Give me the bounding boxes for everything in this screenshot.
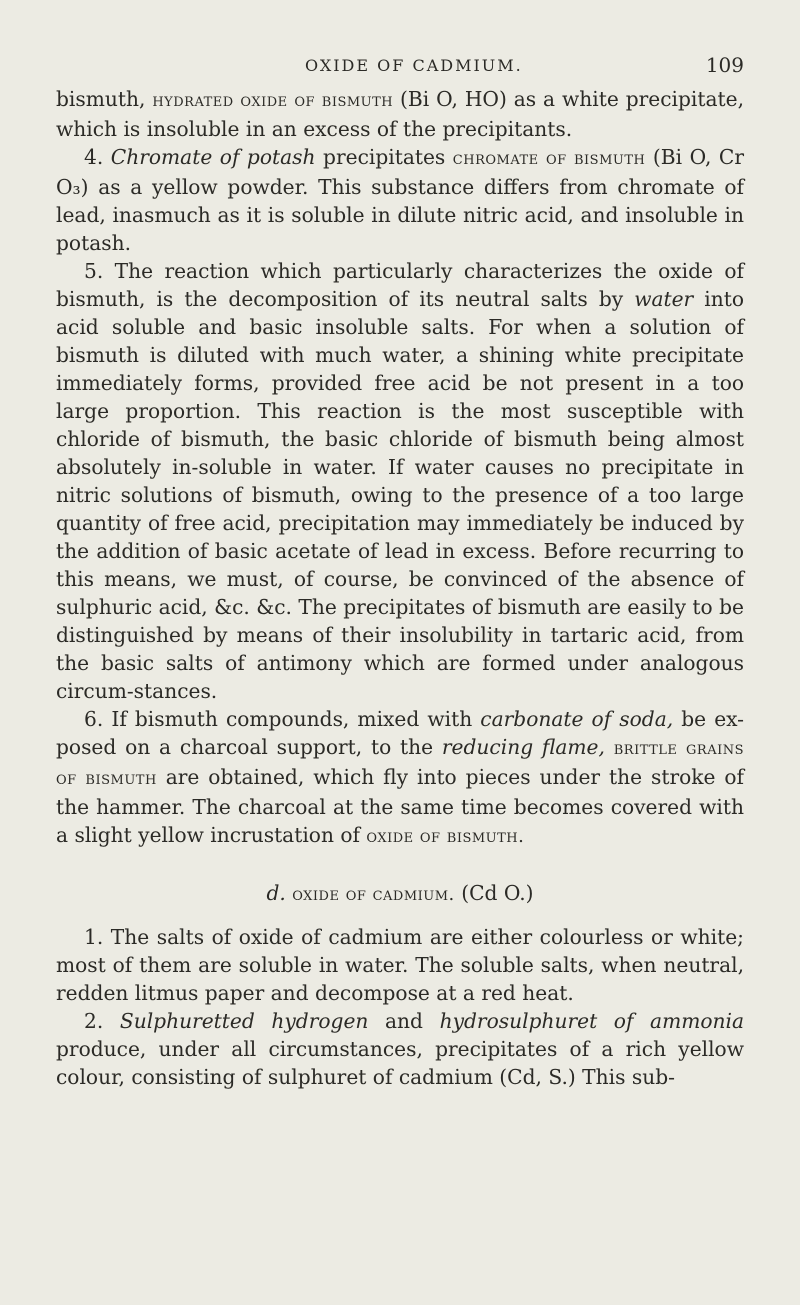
section-letter: d.	[266, 881, 286, 905]
text-run: (Bi O, HO) as a white precipitate, which is insoluble in an excess of the precipitants.	[56, 87, 744, 141]
paragraph-2-sulphuretted	[56, 1007, 744, 1091]
text-run: and	[368, 1009, 440, 1033]
italic-reagent: water	[634, 287, 694, 311]
text-run: bismuth,	[56, 87, 153, 111]
text-run: are obtained, which fly into pieces under the stroke of the hammer. The charcoal at the same time becomes covered with a slight yellow incrustation of	[56, 765, 744, 847]
paragraph-number: 4.	[84, 145, 111, 169]
italic-reagent: Sulphuretted hydrogen	[119, 1009, 369, 1033]
text-run: precipitates	[315, 145, 453, 169]
section-heading	[56, 879, 744, 909]
paragraph-number: 2.	[84, 1009, 120, 1033]
section-title: oxide of cadmium.	[292, 884, 455, 905]
small-caps-term: oxide of bismuth.	[366, 826, 525, 847]
section-formula: (Cd O.)	[461, 881, 534, 905]
text-run: 6. If bismuth compounds, mixed with	[84, 707, 481, 731]
paragraph-continuation	[56, 85, 744, 143]
small-caps-term: hydrated oxide of bismuth	[152, 90, 394, 111]
page-header	[0, 53, 800, 86]
text-run: into acid soluble and basic insoluble salts. For when a solution of bismuth is diluted with much water, a shining white precipitate immediately forms, provided free acid be not present in a too large proportion. This reaction is the most susceptible with chloride of bismuth, the basic chloride of bismuth being almost absolutely in-soluble in water. If water causes no precipitate in nitric solutions of bismuth, owing to the presence of a too large quantity of free acid, precipitation may immediately be induced by the addition of basic acetate of lead in excess. Before recurring to this means, we must, of course, be convinced of the absence of sulphuric acid, &c. &c. The precipitates of bismuth are easily to be distinguished by means of their insolubility in tartaric acid, from the basic salts of antimony which are formed under analogous circum-stances.	[56, 287, 744, 703]
italic-reagent: reducing flame,	[441, 735, 605, 759]
paragraph-5-water	[56, 257, 744, 705]
text-run: 1. The salts of oxide of cadmium are either colourless or white; most of them are soluble in water. The soluble salts, when neutral, redden litmus paper and decompose at a red heat.	[56, 925, 744, 1005]
paragraph-1-cadmium-salts	[56, 923, 744, 1007]
italic-reagent: carbonate of soda,	[480, 707, 674, 731]
running-head: OXIDE OF CADMIUM.	[305, 56, 523, 75]
italic-reagent: Chromate of potash	[110, 145, 316, 169]
text-run	[605, 735, 614, 759]
paragraph-4-chromate	[56, 143, 744, 257]
italic-reagent: hydrosulphuret of ammonia	[439, 1009, 744, 1033]
text-run: (Bi O, Cr O₃) as a yellow powder. This substance differs from chromate of lead, inasmuch as it is soluble in dilute nitric acid, and insoluble in potash.	[56, 145, 744, 255]
paragraph-6-carbonate	[56, 705, 744, 851]
page-body	[56, 85, 744, 1091]
page-number: 109	[705, 53, 744, 77]
text-run: 5. The reaction which particularly characterizes the oxide of bismuth, is the decomposition of its neutral salts by	[56, 259, 744, 311]
small-caps-term: chromate of bismuth	[452, 148, 646, 169]
text-run: be ex-posed on a charcoal support, to the	[56, 707, 744, 759]
small-caps-term: brittle grains of bismuth	[56, 738, 744, 789]
text-run: produce, under all circumstances, precipitates of a rich yellow colour, consisting of sulphuret of cadmium (Cd, S.) This sub-	[56, 1037, 744, 1089]
